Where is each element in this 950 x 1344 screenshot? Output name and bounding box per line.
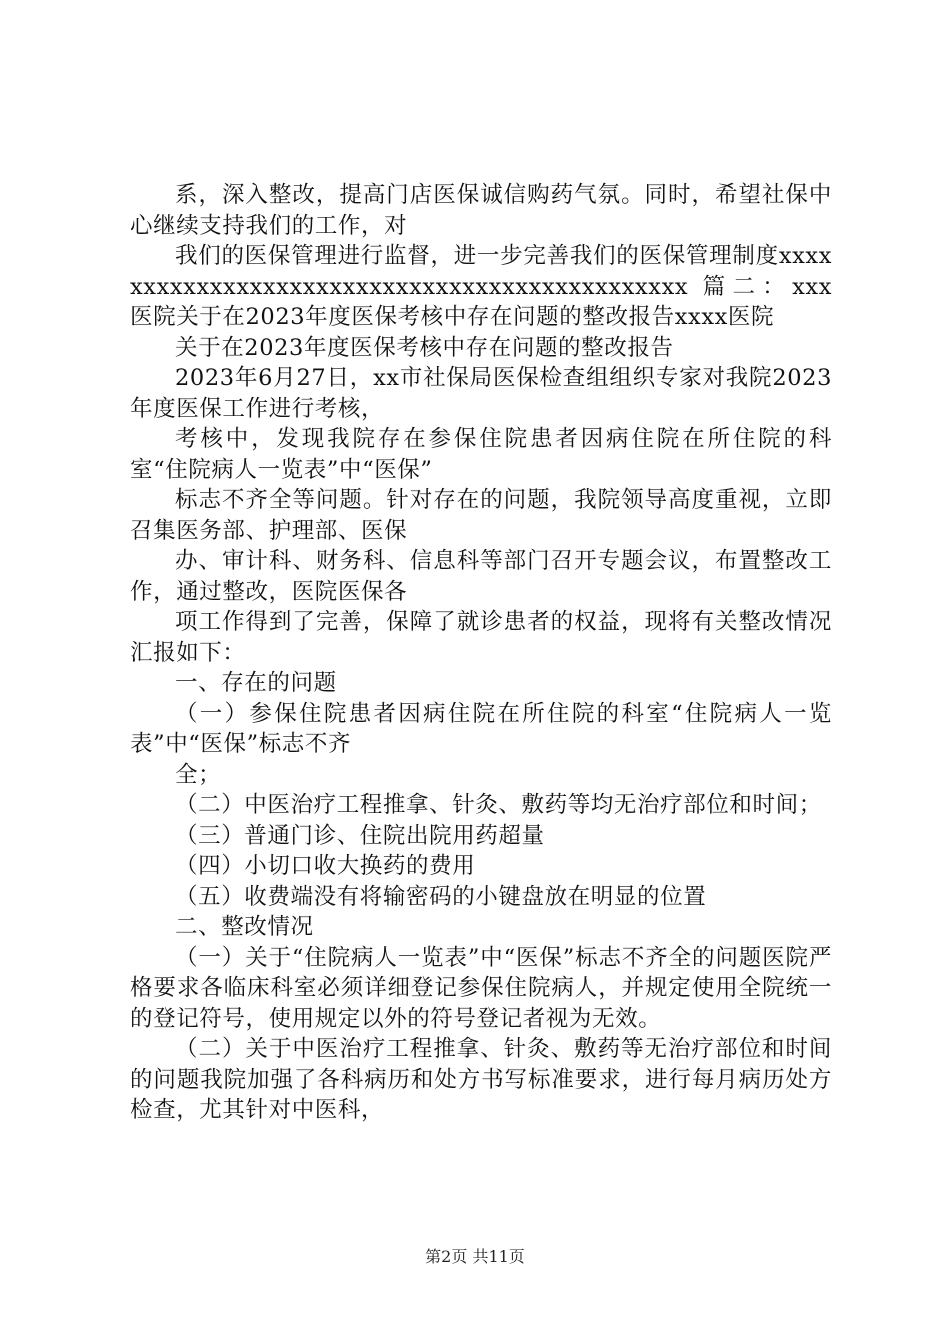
paragraph: （一）参保住院患者因病住院在所住院的科室“住院病人一览表”中“医保”标志不齐 — [130, 700, 832, 757]
paragraph: 我们的医保管理进行监督，进一步完善我们的医保管理制度xxxxxxxxxxxxxxxxxxxxxxxxxxxxxxxxxxxxxxxxxxxxxx 篇二：xxx 医院关于在2023年度医保考核中存在问题的整改报告xxxx医院 — [130, 243, 832, 330]
page-number-label: 第2页 共11页 — [425, 1247, 525, 1266]
paragraph: 办、审计科、财务科、信息科等部门召开专题会议，布置整改工作，通过整改，医院医保各 — [130, 548, 832, 605]
section-heading: 一、存在的问题 — [175, 670, 337, 696]
paragraph: 关于在2023年度医保考核中存在问题的整改报告 — [175, 334, 674, 361]
paragraph: （四）小切口收大换药的费用 — [175, 853, 476, 879]
page-footer — [0, 1244, 950, 1267]
paragraph: （二）关于中医治疗工程推拿、针灸、敷药等无治疗部位和时间的问题我院加强了各科病历和处方书写标准要求，进行每月病历处方检查，尤其针对中医科， — [130, 1036, 832, 1123]
paragraph: 系，深入整改，提高门店医保诚信购药气氛。同时，希望社保中心继续支持我们的工作，对 — [130, 182, 832, 239]
paragraph: （五）收费端没有将输密码的小键盘放在明显的位置 — [175, 883, 707, 910]
paragraph: 2023年6月27日，xx市社保局医保检查组组织专家对我院2023年度医保工作进行考核， — [130, 365, 832, 422]
paragraph: （一）关于“住院病人一览表”中“医保”标志不齐全的问题医院严格要求各临床科室必须详细登记参保住院病人，并规定使用全院统一的登记符号，使用规定以外的符号登记者视为无效。 — [130, 944, 832, 1032]
section-heading: 二、整改情况 — [175, 914, 314, 940]
paragraph: （二）中医治疗工程推拿、针灸、敷药等均无治疗部位和时间； — [175, 792, 822, 818]
paragraph: 考核中，发现我院存在参保住院患者因病住院在所住院的科室“住院病人一览表”中“医保” — [130, 426, 832, 483]
paragraph: （三）普通门诊、住院出院用药超量 — [175, 822, 545, 849]
document-body — [130, 180, 832, 1126]
paragraph: 项工作得到了完善，保障了就诊患者的权益，现将有关整改情况汇报如下： — [130, 609, 832, 666]
paragraph: 标志不齐全等问题。针对存在的问题，我院领导高度重视，立即召集医务部、护理部、医保 — [130, 487, 832, 544]
paragraph: 全； — [175, 761, 222, 788]
